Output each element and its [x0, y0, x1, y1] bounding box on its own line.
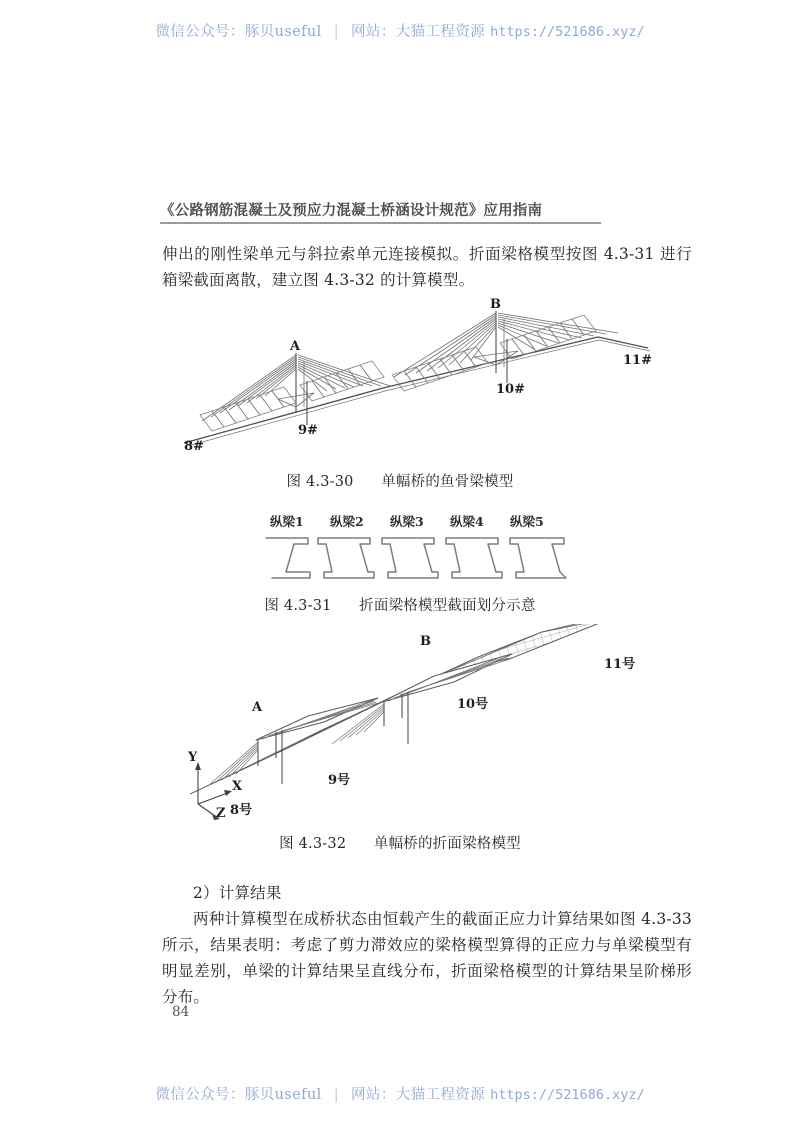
figure-caption-4-3-30	[0, 470, 800, 491]
grillage-label-tower-a: A	[252, 700, 263, 715]
grillage-label-pier-10: 10号	[457, 697, 489, 712]
running-head	[160, 199, 640, 224]
fishbone-model-drawing	[178, 303, 668, 463]
fishbone-label-pier-9: 9#	[298, 423, 318, 438]
axis-label-y: Y	[188, 750, 198, 765]
watermark-footer	[0, 1083, 800, 1104]
axis-label-z: Z	[216, 806, 226, 821]
watermark-separator: |	[333, 1087, 340, 1103]
section-division-drawing	[264, 532, 576, 588]
fishbone-label-pier-10: 10#	[496, 382, 525, 397]
watermark-wechat-label: 微信公众号：豚贝useful	[155, 24, 322, 40]
fishbone-label-pier-11: 11#	[623, 353, 652, 368]
section-beam-label-5: 纵梁5	[510, 514, 544, 529]
caption-text-4-3-32: 单幅桥的折面梁格模型	[373, 836, 521, 852]
caption-text-4-3-31: 折面梁格模型截面划分示意	[359, 598, 536, 614]
fishbone-label-pier-8: 8#	[184, 439, 204, 454]
grillage-label-pier-8: 8号	[230, 803, 253, 818]
running-head-title: 《公路钢筋混凝土及预应力混凝土桥涵设计规范》应用指南	[160, 202, 543, 219]
results-paragraph: 两种计算模型在成桥状态由恒载产生的截面正应力计算结果如图 4.3-33 所示，结果表明：考虑了剪力滞效应的梁格模型算得的正应力与单梁模型有明显差别，单梁的计算结果呈直线分布，折面梁格模型的计算结果呈阶梯形分布。	[162, 910, 692, 1006]
grillage-label-pier-11: 11号	[604, 657, 636, 672]
running-head-rule	[160, 222, 601, 224]
caption-text-4-3-30: 单幅桥的鱼骨梁模型	[381, 474, 514, 490]
intro-paragraph: 伸出的刚性梁单元与斜拉索单元连接模拟。折面梁格模型按图 4.3-31 进行箱梁截面离散，建立图 4.3-32 的计算模型。	[162, 245, 692, 289]
fishbone-label-tower-a: A	[290, 339, 301, 354]
figure-fishbone-model	[178, 297, 668, 463]
grillage-label-tower-b: B	[420, 634, 431, 649]
axis-label-x: X	[232, 779, 243, 794]
watermark-url: https://521686.xyz/	[490, 24, 645, 40]
caption-number-4-3-30: 图 4.3-30	[286, 474, 354, 490]
watermark-wechat-label: 微信公众号：豚贝useful	[155, 1087, 322, 1103]
section-beam-label-3: 纵梁3	[390, 514, 424, 529]
caption-number-4-3-32: 图 4.3-32	[279, 836, 347, 852]
page-number: 84	[172, 1004, 190, 1020]
grillage-label-pier-9: 9号	[328, 773, 351, 788]
figure-caption-4-3-32	[0, 832, 800, 853]
figure-grillage-model	[182, 624, 678, 820]
results-heading: 2）计算结果	[193, 884, 282, 902]
fishbone-label-tower-b: B	[490, 297, 501, 312]
figure-caption-4-3-31	[0, 594, 800, 615]
section-beam-label-4: 纵梁4	[450, 514, 484, 529]
section-beam-label-2: 纵梁2	[330, 514, 364, 529]
watermark-header	[0, 20, 800, 41]
caption-number-4-3-31: 图 4.3-31	[264, 598, 332, 614]
watermark-site-label: 网站：大猫工程资源	[351, 1087, 486, 1103]
watermark-separator: |	[333, 24, 340, 40]
section-beam-label-1: 纵梁1	[270, 514, 304, 529]
watermark-url: https://521686.xyz/	[490, 1087, 645, 1103]
watermark-site-label: 网站：大猫工程资源	[351, 24, 486, 40]
figure-section-division	[264, 512, 576, 588]
